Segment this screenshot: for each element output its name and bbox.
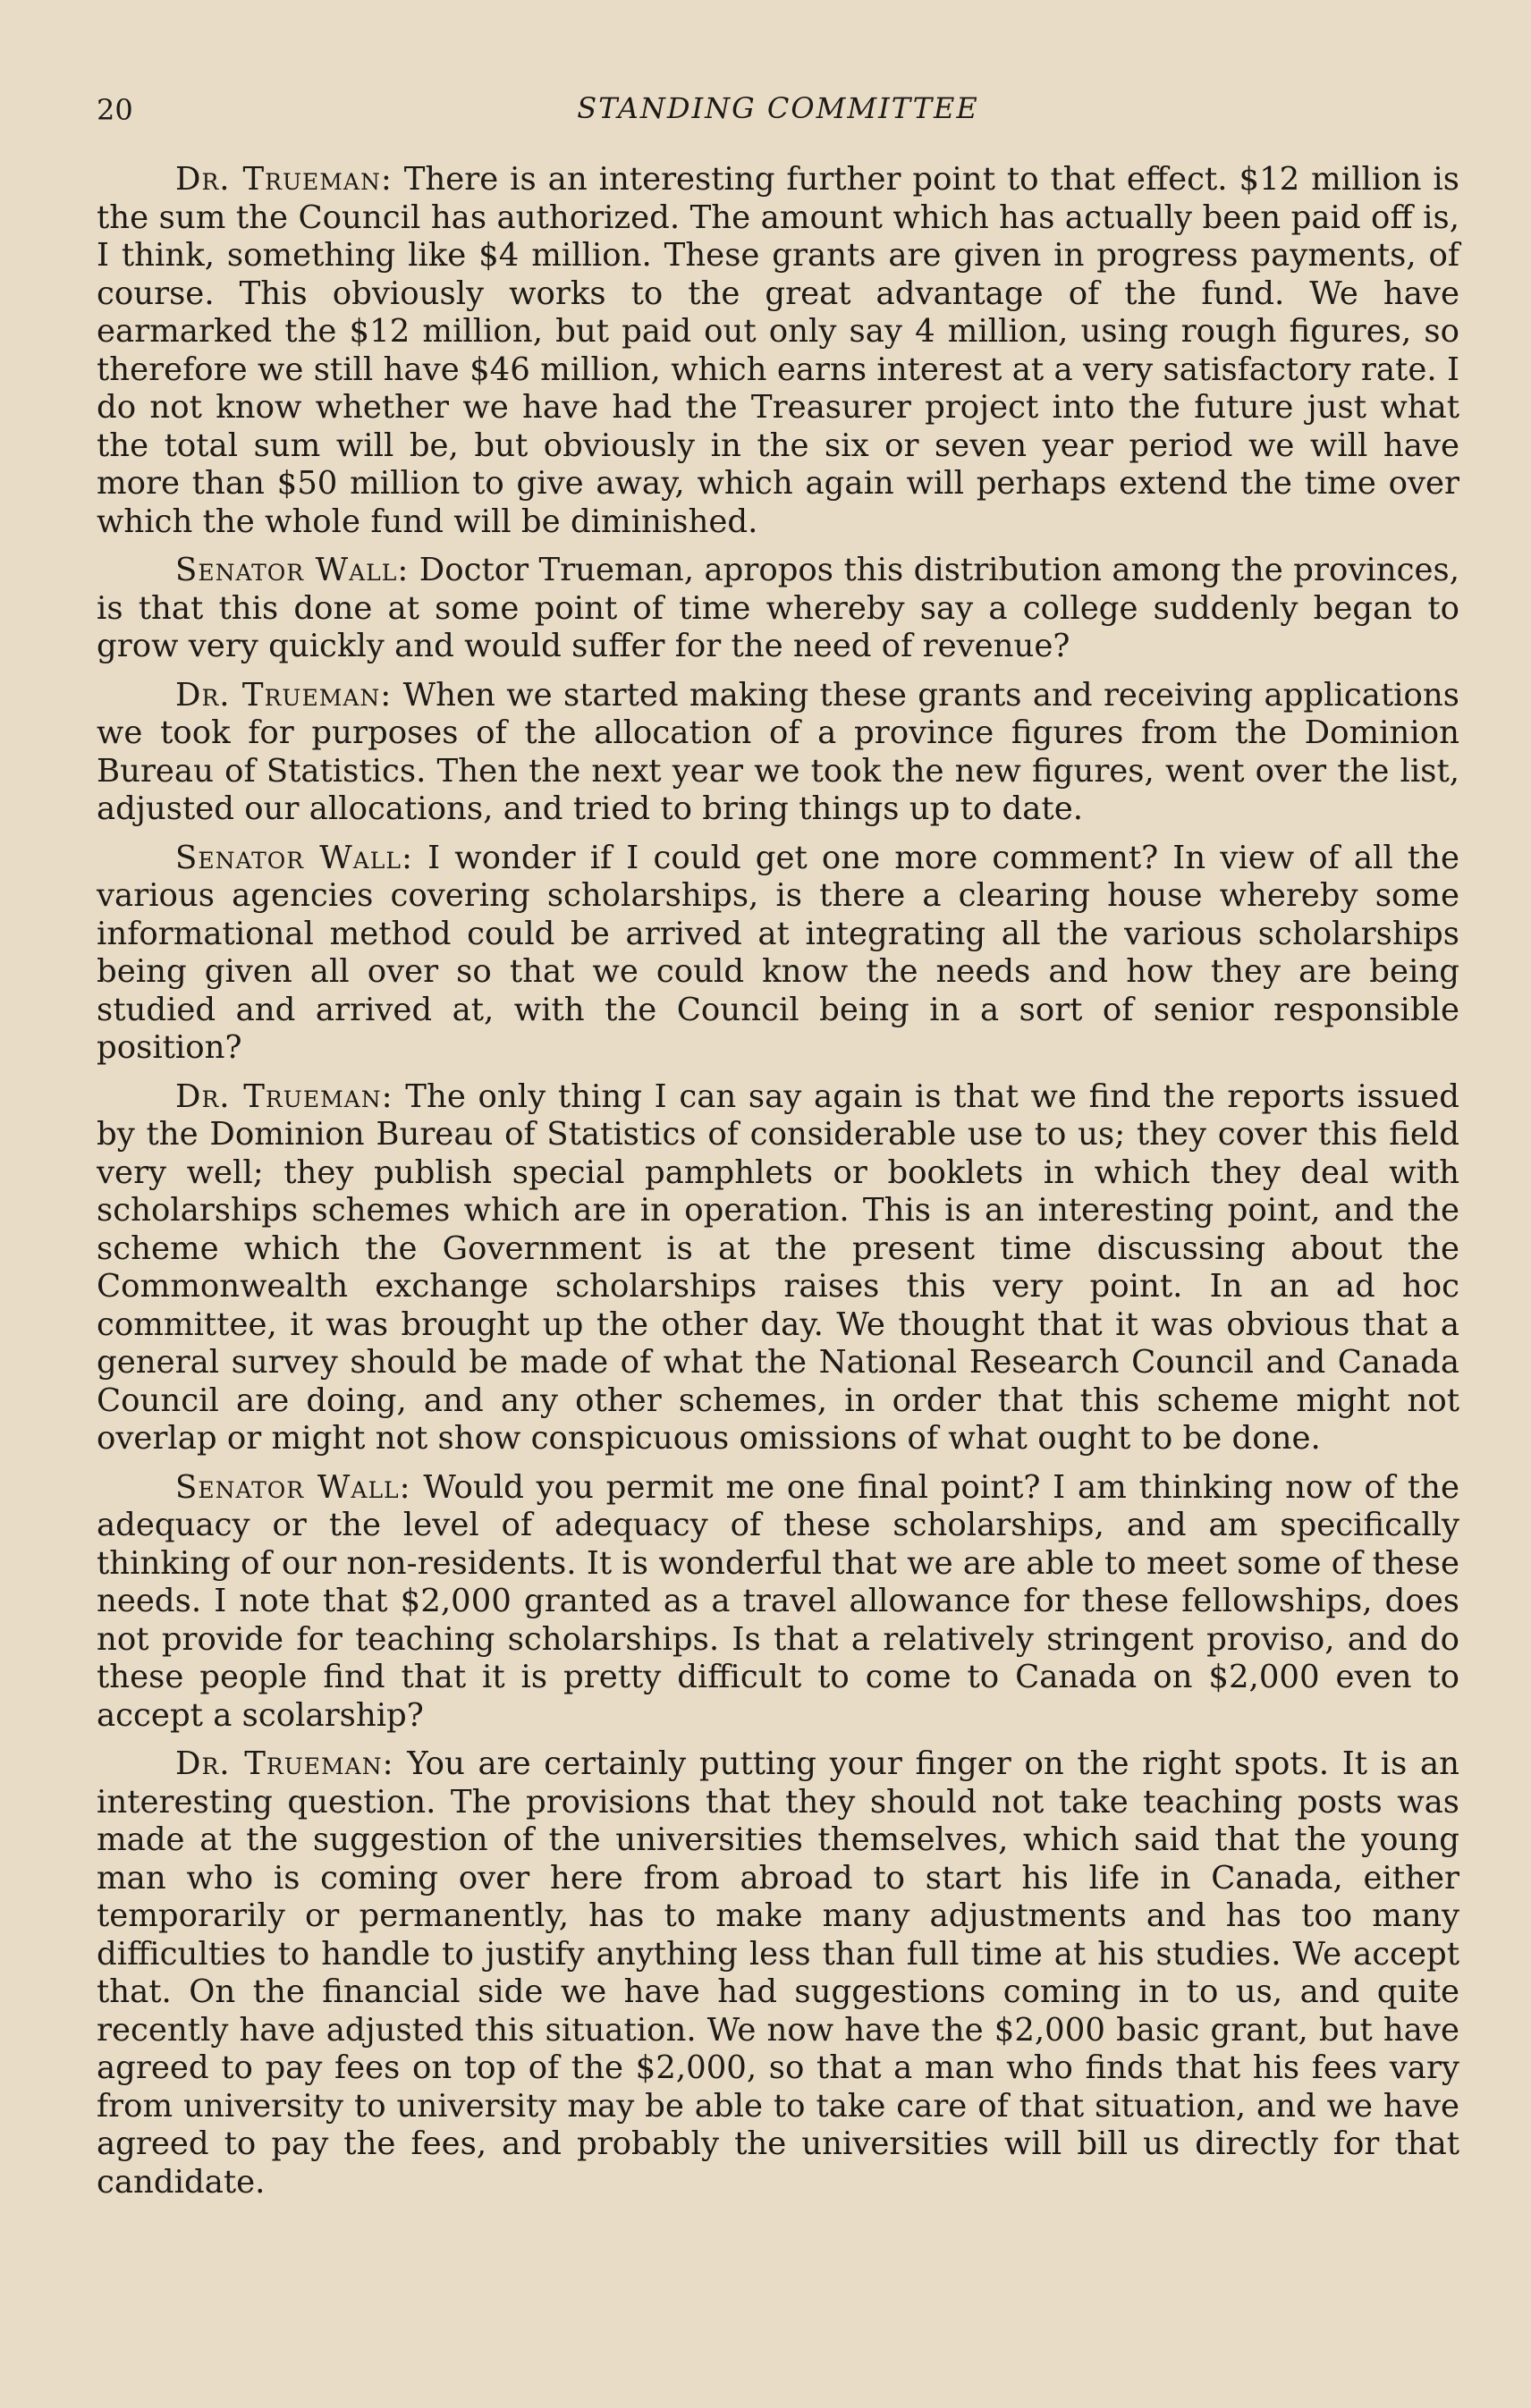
paragraph [97, 677, 1459, 829]
speaker-name: Dr. Trueman: [175, 676, 393, 714]
paragraph-text: The only thing I can say again is that we find the reports issued by the Dominion Bureau of Statistics of considerable use to us; they cover this field very well; they publish special pamphlets or booklets in which they deal with scholarships schemes which are in operation. This is an interesting point, and the scheme which the Government is at the present time discussing about the Commonwealth exchange scholarships raises this very point. In an ad hoc committee, it was brought up the other day. We thought that it was obvious that a general survey should be made of what the National Research Council and Canada Council are doing, and any other schemes, in order that this scheme might not overlap or might not show conspicuous omissions of what ought to be done. [97, 1077, 1459, 1457]
paragraph [97, 1078, 1459, 1458]
page-number: 20 [97, 93, 133, 127]
paragraph-text: Would you permit me one final point? I am thinking now of the adequacy or the level of adequacy of these scholarships, and am specifically thinking of our non-residents. It is wonderful that we are able to meet some of these needs. I note that $2,000 granted as a travel allowance for these fellowships, does not provide for teaching scholarships. Is that a relatively stringent proviso, and do these people find that it is pretty difficult to come to Canada on $2,000 even to accept a scolarship? [97, 1468, 1459, 1734]
paragraph [97, 1469, 1459, 1736]
paragraph [97, 552, 1459, 666]
paragraph-text: Doctor Trueman, apropos this distribution among the provinces, is that this done at some point of time whereby say a college suddenly began to grow very quickly and would suffer for the need of revenue? [97, 552, 1459, 664]
page-header [97, 84, 1459, 138]
speaker-name: Senator Wall: [175, 839, 413, 876]
paragraph [97, 1745, 1459, 2201]
paragraph [97, 840, 1459, 1068]
paragraph-text: You are certainly putting your finger on the right spots. It is an interesting question. The provisions that they should not take teaching posts was made at the suggestion of the universities themselves, which said that the young man who is coming over here from abroad to start his life in Canada, either temporarily or permanently, has to make many adjustments and has too many difficulties to handle to justify anything less than full time at his studies. We accept that. On the financial side we have had suggestions coming in to us, and quite recently have adjusted this situation. We now have the $2,000 basic grant, but have agreed to pay fees on top of the $2,000, so that a man who finds that his fees vary from university to university may be able to take care of that situation, and we have agreed to pay the fees, and probably the universities will bill us directly for that candidate. [97, 1745, 1459, 2201]
paragraph-text: I wonder if I could get one more comment? In view of all the various agencies covering scholarships, is there a clearing house whereby some informational method could be arrived at integrating all the various scholarships being given all over so that we could know the needs and how they are being studied and arrived at, with the Council being in a sort of senior responsible position? [97, 839, 1459, 1066]
speaker-name: Senator Wall: [175, 552, 410, 588]
paragraph-text: There is an interesting further point to that effect. $12 million is the sum the Council has authorized. The amount which has actually been paid off is, I think, something like $4 million. These grants are given in progress payments, of course. This obviously works to the great advantage of the fund. We have earmarked the $12 million, but paid out only say 4 million, using rough figures, so therefore we still have $46 million, which earns interest at a very satisfactory rate. I do not know whether we have had the Treasurer project into the future just what the total sum will be, but obviously in the six or seven year period we will have more than $50 million to give away, which again will perhaps extend the time over which the whole fund will be diminished. [97, 161, 1459, 540]
transcript-body [97, 161, 1459, 2201]
running-title: STANDING COMMITTEE [577, 91, 979, 125]
speaker-name: Dr. Trueman: [175, 1745, 394, 1782]
speaker-name: Dr. Trueman: [175, 1077, 393, 1115]
paragraph [97, 161, 1459, 541]
speaker-name: Senator Wall: [175, 1468, 411, 1506]
speaker-name: Dr. Trueman: [175, 161, 393, 198]
paragraph-text: When we started making these grants and receiving applications we took for purposes of the allocation of a province figures from the Dominion Bureau of Statistics. Then the next year we took the new figures, went over the list, adjusted our allocations, and tried to bring things up to date. [97, 676, 1459, 827]
